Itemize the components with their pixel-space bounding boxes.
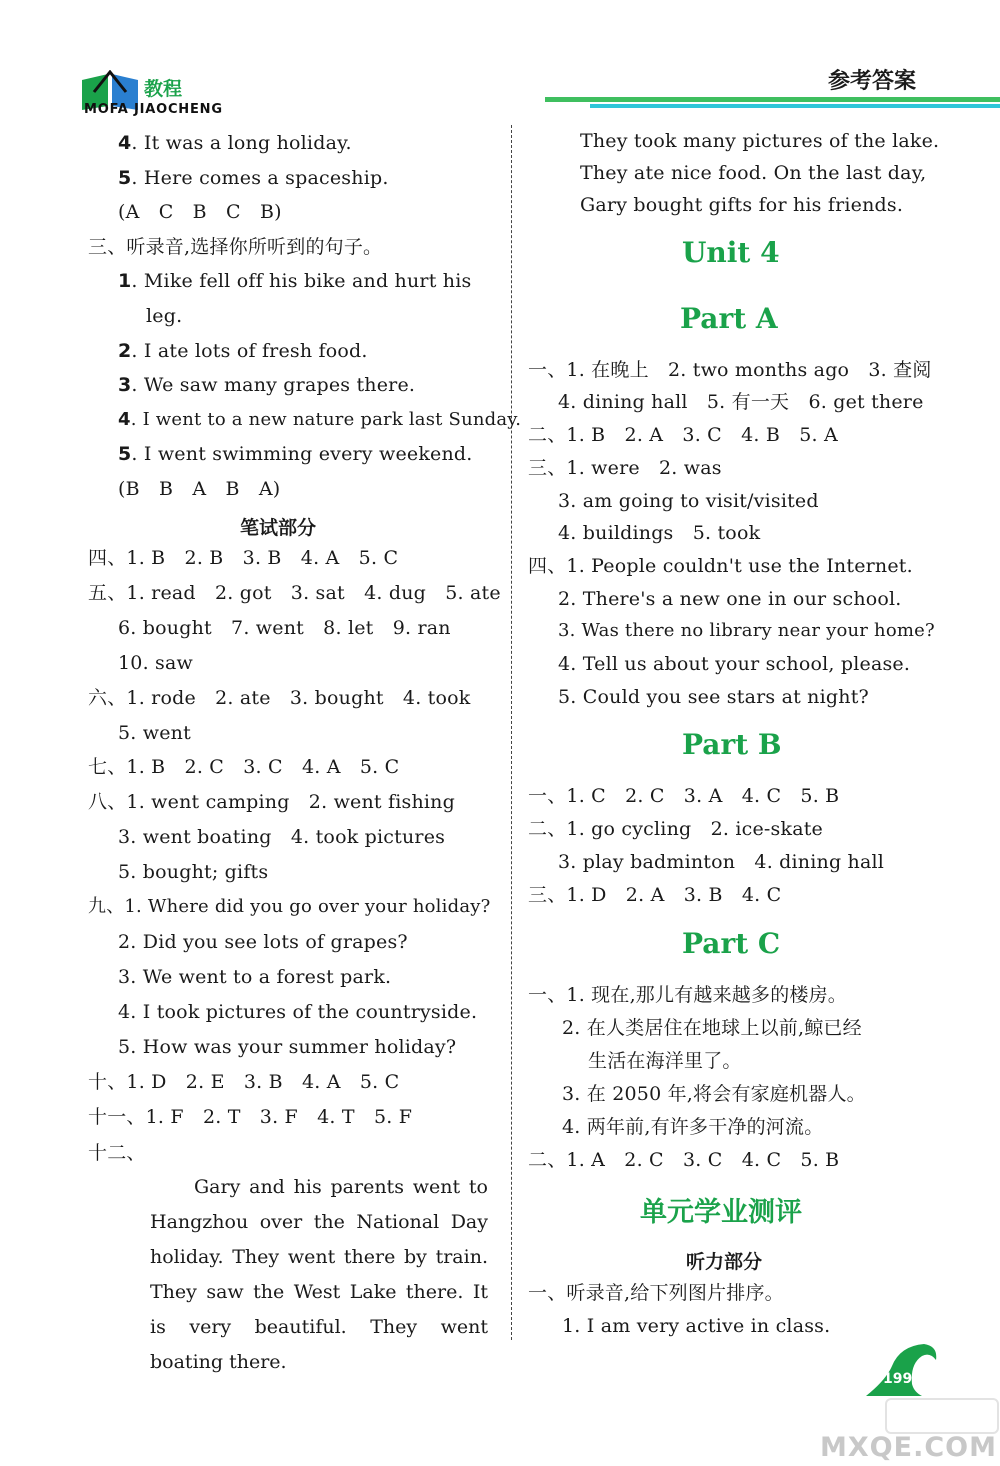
logo (80, 70, 300, 120)
answer-line: 十、1. D 2. E 3. B 4. A 5. C (88, 1071, 400, 1093)
answer-line (118, 166, 389, 190)
answer-line: 十一、1. F 2. T 3. F 4. T 5. F (88, 1106, 413, 1128)
answer-line: 二、1. go cycling 2. ice-skate (528, 818, 823, 840)
answer-text: . It was a long holiday. (131, 132, 352, 154)
answer-line: 2. Did you see lots of grapes? (118, 931, 408, 953)
item-number: 5 (118, 443, 132, 465)
unit-heading: Unit 4 (682, 236, 780, 269)
answer-line: 6. bought 7. went 8. let 9. ran (118, 617, 451, 639)
answer-line: 七、1. B 2. C 3. C 4. A 5. C (88, 756, 400, 778)
answer-line: 3. play badminton 4. dining hall (558, 851, 885, 873)
answer-line (118, 269, 482, 293)
answer-line: 二、1. A 2. C 3. C 4. C 5. B (528, 1149, 840, 1171)
watermark-text: MXQE.COM (820, 1432, 997, 1463)
answer-line: 九、1. Where did you go over your holiday? (88, 896, 491, 917)
answer-line: 3. went boating 4. took pictures (118, 826, 446, 848)
answer-line: 3. am going to visit/visited (558, 490, 819, 512)
header (0, 0, 1000, 125)
answer-line: 4. buildings 5. took (558, 522, 761, 544)
logo-subtitle: MOFA JIAOCHENG (84, 102, 223, 117)
header-bar-cyan (590, 104, 1000, 108)
part-b-heading: Part B (682, 728, 782, 761)
item-number: 2 (118, 340, 132, 362)
section-heading: 三、听录音,选择你所听到的句子。 (88, 236, 383, 258)
item-number: 5 (118, 167, 132, 189)
answer-line: 五、1. read 2. got 3. sat 4. dug 5. ate (88, 582, 501, 604)
item-number: 4 (118, 132, 132, 154)
answer-line: leg. (146, 305, 183, 327)
answer-line: 二、1. B 2. A 3. C 4. B 5. A (528, 424, 838, 446)
answer-line: 一、1. 在晚上 2. two months ago 3. 查阅 (528, 359, 932, 381)
answer-line (118, 442, 473, 466)
answer-line: 4. dining hall 5. 有一天 6. get there (558, 391, 924, 413)
answer-line (118, 408, 521, 432)
answer-line: 5. How was your summer holiday? (118, 1036, 457, 1058)
item-number: 4 (118, 409, 131, 430)
logo-text: 教程 (144, 78, 183, 100)
answer-line (118, 131, 352, 155)
essay-line: They took many pictures of the lake. (580, 130, 940, 152)
answer-line (118, 339, 368, 363)
answer-line: 3. We went to a forest park. (118, 966, 392, 988)
part-a-heading: Part A (680, 302, 778, 335)
essay-line: They ate nice food. On the last day, (580, 162, 927, 184)
answer-text: . Mike fell off his bike and hurt his (131, 270, 472, 292)
answer-line: 4. Tell us about your school, please. (558, 653, 911, 675)
answer-line: 10. saw (118, 652, 193, 674)
wizard-hat-icon (862, 1340, 942, 1398)
item-number: 1 (118, 270, 132, 292)
answer-text: . I went to a new nature park last Sunday. (130, 409, 522, 430)
answer-line: (A C B C B) (118, 201, 282, 223)
page-title: 参考答案 (828, 69, 917, 94)
answer-line: 八、1. went camping 2. went fishing (88, 791, 455, 813)
item-number: 3 (118, 374, 132, 396)
answer-line: 十二、 (88, 1142, 146, 1164)
listening-section-title: 听力部分 (686, 1251, 763, 1273)
answer-line: 四、1. People couldn't use the Internet. (528, 555, 913, 577)
essay-line: Gary bought gifts for his friends. (580, 194, 904, 216)
answer-line: 1. I am very active in class. (562, 1315, 831, 1337)
answer-line: 三、1. D 2. A 3. B 4. C (528, 884, 782, 906)
watermark (885, 1398, 999, 1434)
answer-line: 3. Was there no library near your home? (558, 620, 935, 641)
answer-text: . Here comes a spaceship. (131, 167, 389, 189)
answer-line: (B B A B A) (118, 478, 281, 500)
answer-line: 5. Could you see stars at night? (558, 686, 869, 708)
header-bar-green (545, 97, 1000, 102)
answer-text: . We saw many grapes there. (131, 374, 416, 396)
part-c-heading: Part C (682, 927, 781, 960)
answer-line: 六、1. rode 2. ate 3. bought 4. took (88, 687, 471, 709)
answer-line: 2. 在人类居住在地球上以前,鲸已经 (562, 1017, 862, 1039)
page-number: 199 (883, 1371, 913, 1387)
answer-line: 3. 在 2050 年,将会有家庭机器人。 (562, 1083, 866, 1105)
answer-line: 2. There's a new one in our school. (558, 588, 902, 610)
answer-line: 4. 两年前,有许多干净的河流。 (562, 1116, 824, 1138)
answer-line: 5. bought; gifts (118, 861, 269, 883)
answer-text: . I ate lots of fresh food. (131, 340, 368, 362)
column-divider (511, 125, 512, 1340)
answer-line: 三、1. were 2. was (528, 457, 722, 479)
answer-line (118, 373, 415, 397)
answer-line: 四、1. B 2. B 3. B 4. A 5. C (88, 547, 399, 569)
unit-test-heading: 单元学业测评 (640, 1197, 802, 1228)
answer-line: 5. went (118, 722, 191, 744)
answer-line: 生活在海洋里了。 (588, 1050, 742, 1072)
answer-line: 4. I took pictures of the countryside. (118, 1001, 478, 1023)
answer-line: 一、1. 现在,那儿有越来越多的楼房。 (528, 984, 848, 1006)
answer-line: 一、1. C 2. C 3. A 4. C 5. B (528, 785, 840, 807)
written-section-title: 笔试部分 (240, 517, 317, 539)
essay-paragraph: Gary and his parents went to Hangzhou over the National Day holiday. They went there by train. They saw the West Lake there. It is very beautiful. They went boating there. (150, 1176, 488, 1373)
answer-text: . I went swimming every weekend. (131, 443, 473, 465)
section-heading: 一、听录音,给下列图片排序。 (528, 1282, 784, 1304)
